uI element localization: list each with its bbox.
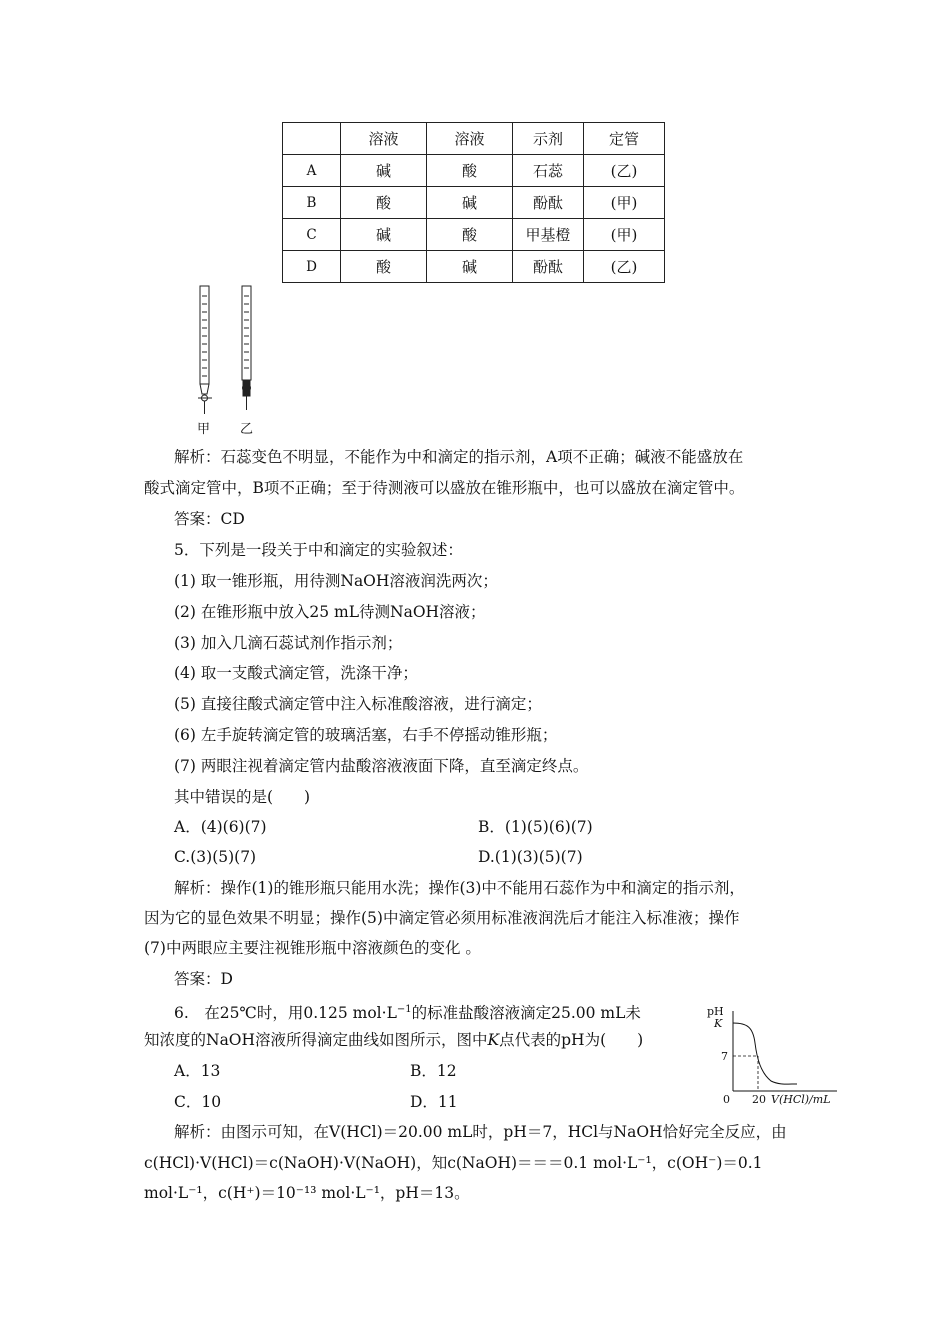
titration-curve (733, 1023, 797, 1084)
tick-20: 20 (752, 1093, 766, 1106)
table-cell: 碱 (427, 251, 513, 283)
q6-stem-part: 点代表的pH为( ) (499, 1031, 644, 1049)
table-row (283, 251, 665, 283)
table-cell: (甲) (584, 187, 665, 219)
q4-analysis-line-2: 酸式滴定管中，B项不正确；至于待测液可以盛放在锥形瓶中，也可以盛放在滴定管中。 (144, 479, 745, 497)
table-header-cell: 溶液 (341, 123, 427, 155)
q5-option-d: D.(1)(3)(5)(7) (478, 848, 583, 866)
burettes-figure (190, 282, 270, 437)
q5-step: (3) 加入几滴石蕊试剂作指示剂； (174, 634, 403, 652)
q5-answer: 答案：D (174, 970, 233, 988)
q5-analysis-line-2: 因为它的显色效果不明显；操作(5)中滴定管必须用标准液润洗后才能注入标准液；操作 (144, 909, 740, 927)
q4-analysis-line-1: 解析：石蕊变色不明显，不能作为中和滴定的指示剂，A项不正确；碱液不能盛放在 (174, 448, 744, 466)
table-cell: 酸 (341, 251, 427, 283)
q5-step: (7) 两眼注视着滴定管内盐酸溶液液面下降，直至滴定终点。 (174, 757, 589, 775)
q6-stem-line-1 (174, 999, 641, 1024)
table-header-cell: 定管 (584, 123, 665, 155)
table-cell: 酸 (427, 155, 513, 187)
q6-option-c: C．10 (174, 1093, 222, 1111)
table-cell: 酸 (427, 219, 513, 251)
q4-answer: 答案：CD (174, 510, 245, 528)
q6-stem-line-2 (144, 1029, 643, 1051)
q5-option-b: B．(1)(5)(6)(7) (478, 818, 593, 836)
q6-analysis-line-1: 解析：由图示可知，在V(HCl)＝20.00 mL时，pH＝7，HCl与NaOH恰好完全反应，由 (174, 1123, 787, 1141)
q5-step: (6) 左手旋转滴定管的玻璃活塞，右手不停摇动锥形瓶； (174, 726, 558, 744)
burette-label-yi: 乙 (240, 422, 254, 437)
k-point-label: K (714, 1017, 723, 1030)
q5-option-c: C.(3)(5)(7) (174, 848, 257, 866)
table-cell: 甲基橙 (513, 219, 584, 251)
q5-stem: 5．下列是一段关于中和滴定的实验叙述： (174, 541, 463, 559)
table-row (283, 155, 665, 187)
q5-step: (5) 直接往酸式滴定管中注入标准酸溶液，进行滴定； (174, 695, 542, 713)
table-cell: D (283, 251, 341, 283)
q5-question: 其中错误的是( ) (174, 788, 311, 806)
q5-analysis-line-3: (7)中两眼应主要注视锥形瓶中溶液颜色的变化 。 (144, 939, 481, 957)
options-table (282, 122, 665, 283)
q5-option-a: A．(4)(6)(7) (174, 818, 267, 836)
q6-analysis-line-3: mol·L⁻¹，c(H⁺)＝10⁻¹³ mol·L⁻¹，pH＝13。 (144, 1184, 470, 1202)
q6-option-d: D．11 (410, 1093, 458, 1111)
burette-label-jia: 甲 (197, 422, 211, 437)
table-header-row (283, 123, 665, 155)
table-header-cell: 示剂 (513, 123, 584, 155)
table-cell: C (283, 219, 341, 251)
table-cell: 石蕊 (513, 155, 584, 187)
table-cell: 碱 (341, 219, 427, 251)
table-cell: 酚酞 (513, 251, 584, 283)
x-axis-label: V(HCl)/mL (771, 1093, 831, 1106)
q6-stem-part: 的标准盐酸溶液滴定25.00 mL未 (411, 1004, 641, 1023)
q5-step: (1) 取一锥形瓶，用待测NaOH溶液润洗两次； (174, 572, 498, 590)
table-cell: 碱 (341, 155, 427, 187)
y-axis-label: pH (707, 1005, 724, 1018)
table-header-cell: 溶液 (427, 123, 513, 155)
q5-analysis-line-1: 解析：操作(1)的锥形瓶只能用水洗；操作(3)中不能用石蕊作为中和滴定的指示剂， (174, 879, 745, 897)
q5-step: (2) 在锥形瓶中放入25 mL待测NaOH溶液； (174, 603, 486, 621)
table-cell: (乙) (584, 155, 665, 187)
table-cell: A (283, 155, 341, 187)
table-cell: B (283, 187, 341, 219)
q6-stem-superscript: −1 (396, 1004, 412, 1015)
table-row (283, 187, 665, 219)
table-cell: 碱 (427, 187, 513, 219)
table-row (283, 219, 665, 251)
table-cell: (乙) (584, 251, 665, 283)
origin-label: 0 (723, 1093, 730, 1106)
table-cell: 酚酞 (513, 187, 584, 219)
q6-option-b: B．12 (410, 1062, 457, 1080)
q6-stem-k: K (487, 1031, 500, 1049)
tick-7: 7 (721, 1050, 728, 1063)
acid-burette-jia (198, 286, 212, 414)
q6-stem-part: 6. 在25℃时，用0.125 mol·L (174, 1004, 397, 1023)
q6-option-a: A．13 (174, 1062, 221, 1080)
q6-stem-part: 知浓度的NaOH溶液所得滴定曲线如图所示，图中 (144, 1031, 488, 1049)
base-burette-yi (242, 286, 251, 410)
titration-curve-graph (705, 1003, 843, 1109)
table-cell: 酸 (341, 187, 427, 219)
table-cell: (甲) (584, 219, 665, 251)
q5-step: (4) 取一支酸式滴定管，洗涤干净； (174, 664, 418, 682)
table-header-cell (283, 123, 341, 155)
q6-analysis-line-2: c(HCl)·V(HCl)＝c(NaOH)·V(NaOH)，知c(NaOH)＝＝＝0.1 mol·L⁻¹，c(OH⁻)＝0.1 (144, 1154, 763, 1172)
